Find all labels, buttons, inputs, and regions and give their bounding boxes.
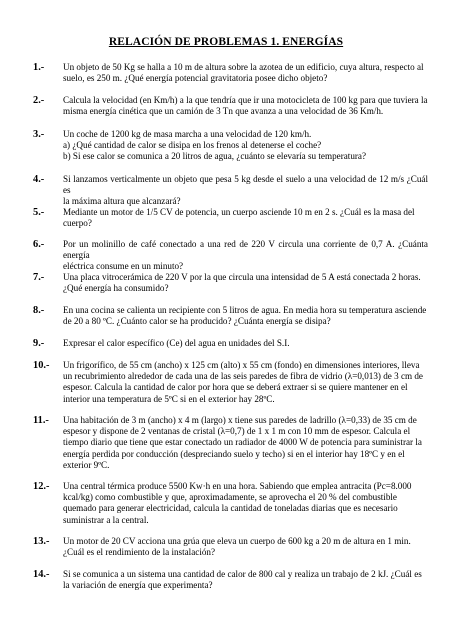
problem-text: Si lanzamos verticalmente un objeto que pesa 5 kg desde el suelo a una velocidad de 12 m/s ¿Cuál es la máxima altura que alcanzará? (63, 174, 428, 207)
problem-number: 1.- (33, 62, 45, 73)
problem-text: Por un molinillo de café conectado a una red de 220 V circula una corriente de 0,7 A. ¿Cuánta energía eléctrica consume en un minuto? (63, 239, 428, 272)
problem-text: Si se comunica a un sistema una cantidad de calor de 800 cal y realiza un trabajo de 2 kJ. ¿Cuál es la variación de energía que experimenta? (63, 569, 422, 591)
problem-4 (33, 174, 428, 208)
problem-number: 9.- (33, 338, 45, 349)
problem-text: Una placa vitrocerámica de 220 V por la que circula una intensidad de 5 A está conectada 2 horas. ¿Qué energía ha consumido? (63, 272, 421, 294)
problem-text: Calcula la velocidad (en Km/h) a la que tendría que ir una motocicleta de 100 kg para que tuviera la misma energía cinética que un camión de 3 Tn que avanza a una velocidad de 36 Km/h. (63, 95, 428, 117)
problem-text: En una cocina se calienta un recipiente con 5 litros de agua. En media hora su temperatura asciende de 20 a 80 ºC. ¿Cuánto calor se ha producido? ¿Cuánta energía se disipa? (63, 305, 427, 327)
problem-number: 5.- (33, 207, 45, 218)
problem-text: Un objeto de 50 Kg se halla a 10 m de altura sobre la azotea de un edificio, cuya altura, respecto al suelo, es 250 m. ¿Qué energía potencial gravitatoria posee dicho objeto? (63, 62, 424, 84)
problem-9 (33, 338, 428, 349)
problem-number: 6.- (33, 239, 45, 250)
problem-text: Mediante un motor de 1/5 CV de potencia, un cuerpo asciende 10 m en 2 s. ¿Cuál es la masa del cuerpo? (63, 207, 415, 229)
problem-number: 8.- (33, 305, 45, 316)
problem-12 (33, 481, 428, 526)
problem-number: 11.- (33, 415, 49, 426)
problem-number: 2.- (33, 95, 45, 106)
problem-text: Un coche de 1200 kg de masa marcha a una velocidad de 120 km/h. a) ¿Qué cantidad de calor se disipa en los frenos al detenerse el coche? b) Si ese calor se comunica a 20 litros de agua, ¿cuánto se elevaría su temperatura? (63, 129, 367, 162)
problem-text: Una habitación de 3 m (ancho) x 4 m (largo) x tiene sus paredes de ladrillo (λ=0,33) de 35 cm de espesor y dispone de 2 ventanas de cristal (λ=0,7) de 1 x 1 m con 10 mm de espesor. Calcula el tiempo diario que tiene que estar conectado un radiador de 4000 W de potencia para suministrar la energía perdida por conducción (despreciando suelo y techo) si en el interior hay 18ºC y en el exterior 9ºC. (63, 415, 422, 470)
problem-text: Una central térmica produce 5500 Kw·h en una hora. Sabiendo que emplea antracita (Pc=8.000 kcal/kg) como combustible y que, aproximadamente, se aprovecha el 20 % del combustible quemado para generar electricidad, calcula la cantidad de toneladas diarias que es necesario suministrar a la central. (63, 481, 412, 525)
problem-13 (33, 536, 428, 558)
problem-5 (33, 207, 428, 229)
problem-text: Expresar el calor específico (Ce) del agua en unidades del S.I. (63, 338, 290, 348)
problem-8 (33, 305, 428, 327)
document-title: RELACIÓN DE PROBLEMAS 1. ENERGÍAS (108, 36, 344, 48)
problem-1 (33, 62, 428, 84)
problem-number: 7.- (33, 272, 45, 283)
problem-number: 10.- (33, 360, 50, 371)
problem-14 (33, 569, 428, 591)
problem-7 (33, 272, 428, 294)
problem-text: Un motor de 20 CV acciona una grúa que eleva un cuerpo de 600 kg a 20 m de altura en 1 min. ¿Cuál es el rendimiento de la instalación? (63, 536, 411, 558)
problem-3 (33, 129, 428, 163)
problem-number: 13.- (33, 536, 50, 547)
problem-2 (33, 95, 428, 117)
problem-10 (33, 360, 428, 405)
problem-number: 3.- (33, 129, 45, 140)
problem-11 (33, 415, 428, 471)
problem-number: 4.- (33, 174, 45, 185)
problem-number: 12.- (33, 481, 50, 492)
problem-6 (33, 239, 428, 273)
problem-text: Un frigorífico, de 55 cm (ancho) x 125 cm (alto) x 55 cm (fondo) en dimensiones interiores, lleva un recubrimiento alrededor de cada una de las seis paredes de fibra de vidrio (λ=0,013) de 3 cm de espesor. Calcula la cantidad de calor por hora que se deberá extraer si se quiere mantener en el interior una temperatura de 5ºC si en el exterior hay 28ºC. (63, 360, 423, 404)
problem-number: 14.- (33, 569, 50, 580)
